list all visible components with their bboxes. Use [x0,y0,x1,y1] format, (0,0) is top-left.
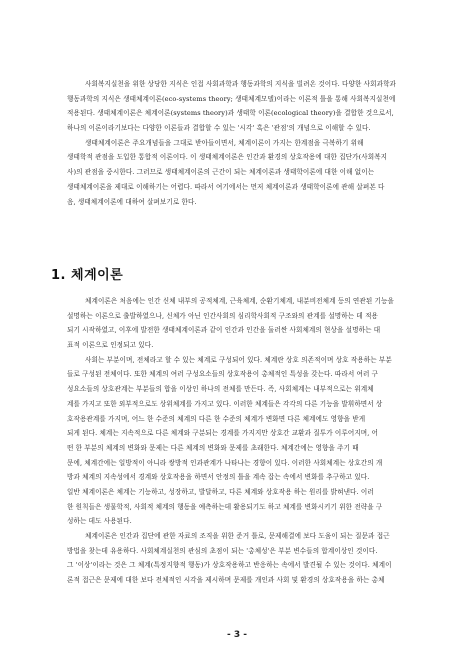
text-line: 들로 구성된 전체이다. 또한 체계의 여러 구성요소들의 상호작용이 총체적인 특성을 갖는다. 따라서 여러 구 [67,370,379,379]
text-line: 생태학적 관점을 도입한 통합적 이론이다. 이 생태체계이론은 인간과 환경의 상호작용에 대한 집단가(사회복지 [67,153,388,162]
text-line: 사회복지실천을 위한 상당한 지식은 인접 사회과학과 행동과학의 지식을 빌려온 것이다. 다양한 사회과학과 [85,80,397,88]
text-line: 음, 생태체계이론에 대하여 살펴보기로 한다. [67,197,197,206]
text-line: 행동과학의 지식은 생태체계이론(eco-systems theory; 생태체계모델)이라는 이론적 틀을 통해 사회복지실천에 [67,94,396,103]
text-line: 그 '이상'이라는 것은 그 체계(특정지향적 행동)가 상호작용하고 반응하는 속에서 발견될 수 있는 것이다. 체계이 [67,561,392,570]
text-line: 사회는 부분이며, 전체라고 할 수 있는 체계로 구성되어 있다. 체계란 상호 의존적이며 상호 작용하는 부분 [85,355,392,364]
intro-paragraph [67,77,429,209]
text-line: 되기 시작하였고, 이후에 발전한 생태체계이론과 같이 인간과 인간을 둘러싼 사회체계의 현상을 설명하는 대 [67,326,381,335]
text-line: 적용된다. 생태체계이론은 체계이론(systems theory)과 생태학 이론(ecological theory)을 결합한 것으로서, [67,109,394,118]
text-line: 되게 된다. 체계는 지속적으로 다른 체계와 구분되는 경계를 가지지만 상호간 교환과 질투가 이루어지며, 어 [67,429,379,438]
body-paragraphs [67,294,429,588]
text-line: 생태체계이론을 제대로 이해하기는 어렵다. 따라서 여기에서는 먼저 체계이론과 생태학이론에 관해 살펴본 다 [67,182,385,191]
section-heading: 1. 체계이론 [51,268,124,283]
text-line: 떤 한 부분의 체계의 변화와 문제는 다른 체계의 변화와 문제를 초래한다. 체계간에는 영향을 주기 때 [67,443,359,452]
text-line: 계를 가지고 또한 외부적으로도 상위체계를 가지고 있다. 이러한 체계들은 각각의 다른 기능을 발휘하면서 상 [67,399,383,408]
text-line: 일반 체계이론은 체계는 기능하고, 성장하고, 발달하고, 다른 체계와 상호작용 하는 원리를 밝혀낸다. 이러 [67,487,374,496]
text-line: 체계이론은 인간과 집단에 관한 자료의 조직을 위한 준거 틀로, 문제해결에 보다 도움이 되는 질문과 접근 [85,532,390,540]
page-number: - 3 - [227,630,247,640]
text-line: 성요소들의 상호관계는 부분들의 합을 이상인 하나의 전체를 만든다. 즉, 사회체계는 내부적으로는 위계체 [67,385,374,394]
text-line: 하나의 이론이라기보다는 다양한 이론들과 결합할 수 있는 '시각' 혹은 '관점'의 개념으로 이해할 수 있다. [67,124,371,133]
text-line: 설명하는 이론으로 출발하였으나, 신체가 아닌 인간사회의 심리학사회적 구조와의 관계를 설명하는 데 적용 [67,311,379,320]
text-line: 체계이론은 처음에는 인간 신체 내부의 공적체계, 근육체계, 순환기체계, 내분비전체계 등의 연관된 기능을 [85,297,394,305]
text-line: 성하는 데도 사용된다. [67,517,132,526]
text-line: 표적 이론으로 인정되고 있다. [67,341,154,350]
text-line: 론적 접근은 문제에 대한 보다 전체적인 시각을 제시하며 문제를 개인과 사회 및 환경의 상호작용을 하는 총체 [67,576,385,585]
text-line: 호작용관계를 가지며, 어느 한 수준의 체계의 다른 한 수준의 체계가 변화면 다른 체계에도 영향을 받게 [67,414,366,423]
text-line: 방법을 찾는데 유용하다. 사회체계실천의 관심의 초점이 되는 '총체성'은 부분 변수들의 합계이상인 것이다. [67,546,378,555]
text-line: 한 원칙들은 생물학적, 사회적 체계의 행동을 예측하는데 활용되기도 하고 체계를 변화시키기 위한 전략을 구 [67,502,383,511]
text-line: 문에, 체계간에는 일방적이 아니라 쌍방적 인과관계가 나타나는 경향이 있다. 이러한 사회체계는 상호간의 개 [67,458,383,467]
text-line: 사)의 관점을 중시한다. 그러므로 생태체계이론의 근간이 되는 체계이론과 생태학이론에 대한 이해 없이는 [67,168,375,177]
text-line: 생태체계이론은 주요개념들을 그대로 받아들이면서, 체계이론이 가지는 한계점을 극복하기 위해 [85,138,364,147]
text-line: 방과 체계의 지속성에서 경계와 상호작용을 하면서 안정의 틀을 계속 잡는 속에서 변화를 추구하고 있다. [67,473,370,482]
